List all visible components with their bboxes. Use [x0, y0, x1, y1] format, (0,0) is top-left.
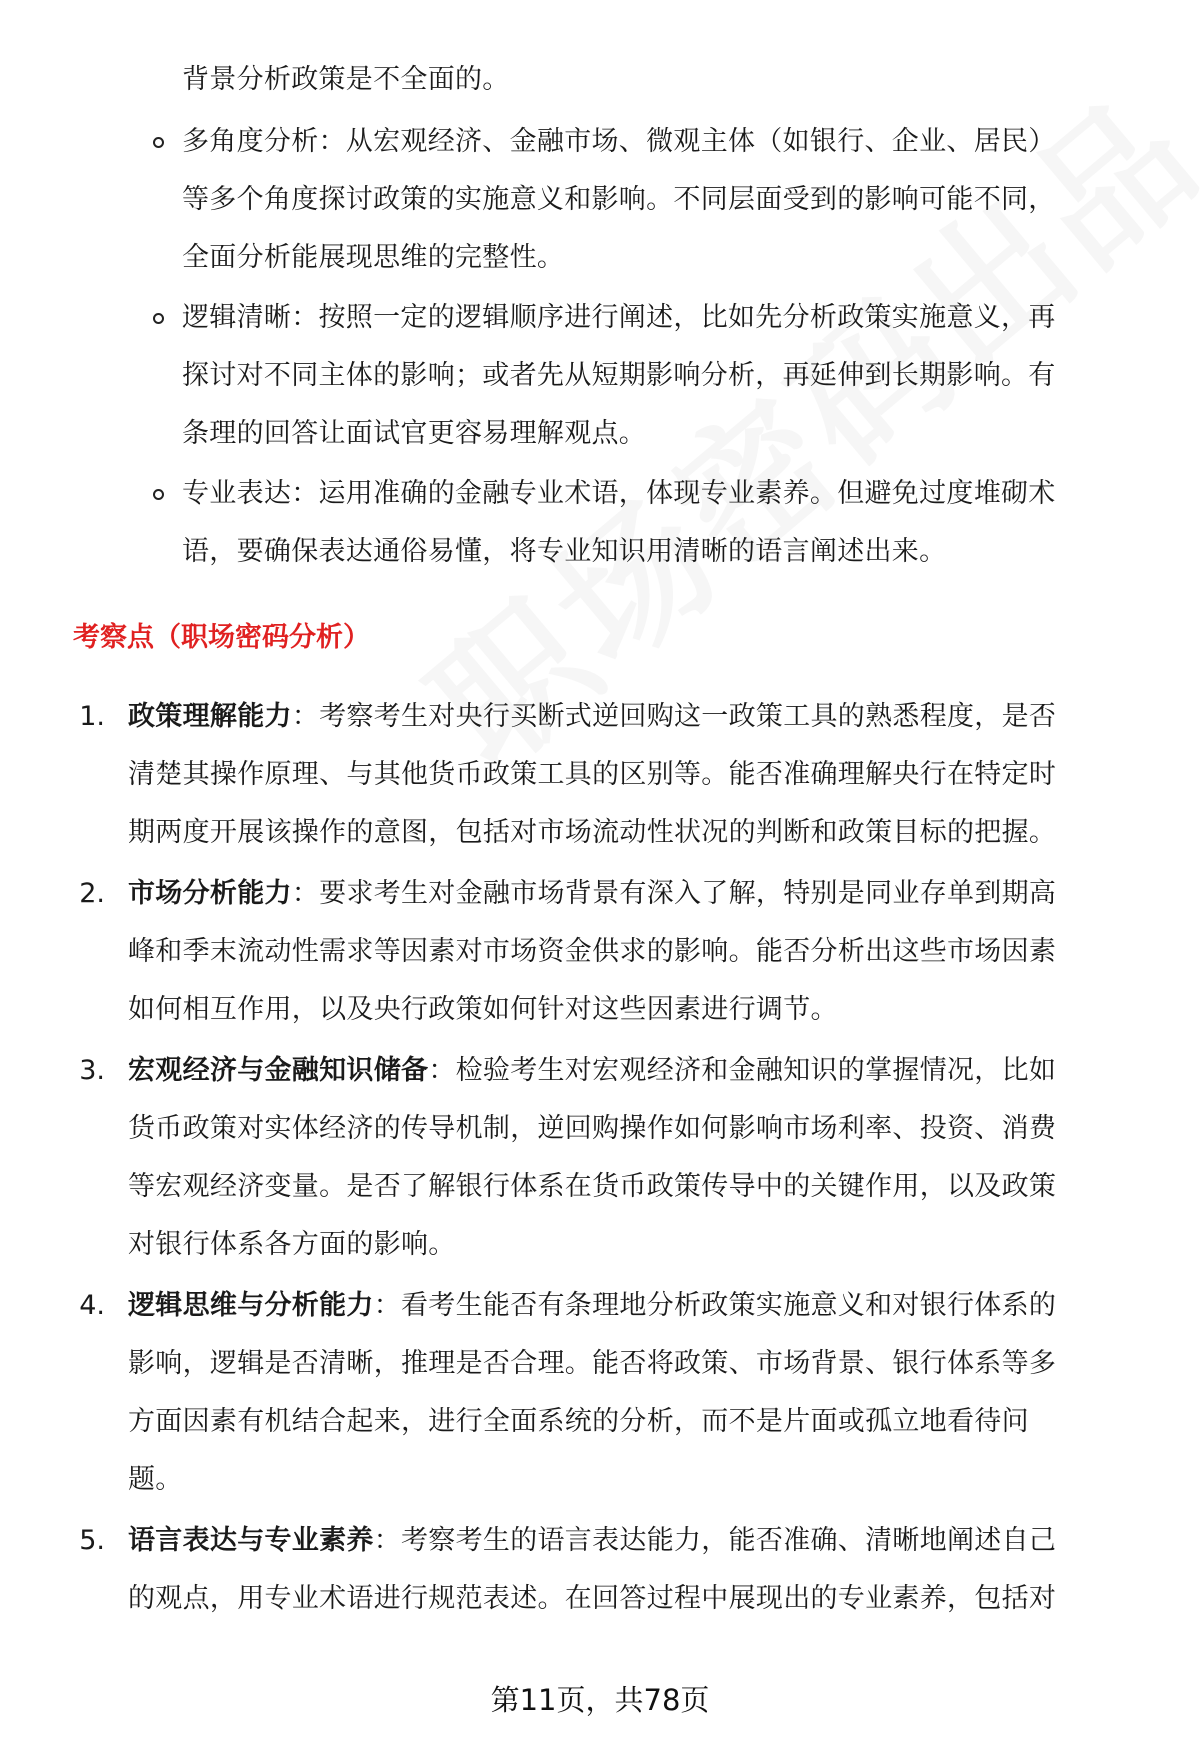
item-first-rest: ：检验考生对宏观经济和金融知识的掌握情况，比如 — [428, 1055, 1057, 1086]
bullet-line: 逻辑清晰：按照一定的逻辑顺序进行阐述，比如先分析政策实施意义，再 — [182, 302, 1056, 333]
bullet-circle-icon — [153, 489, 164, 500]
item-number: 2. — [79, 878, 105, 909]
bullet-line: 专业表达：运用准确的金融专业术语，体现专业素养。但避免过度堆砌术 — [182, 478, 1056, 509]
bullet-circle-icon — [153, 313, 164, 324]
item-number: 1. — [79, 701, 105, 732]
item-term: 市场分析能力 — [128, 878, 292, 909]
item-number: 5. — [79, 1525, 105, 1556]
bullet-line: 全面分析能展现思维的完整性。 — [182, 242, 565, 273]
bullet-line: 探讨对不同主体的影响；或者先从短期影响分析，再延伸到长期影响。有 — [182, 360, 1056, 391]
bullet-line: 语，要确保表达通俗易懂，将专业知识用清晰的语言阐述出来。 — [182, 536, 947, 567]
continuation-text: 背景分析政策是不全面的。 — [182, 64, 510, 95]
item-line: 清楚其操作原理、与其他货币政策工具的区别等。能否准确理解央行在特定时 — [128, 759, 1057, 790]
item-first-line — [128, 1051, 1056, 1091]
item-line: 对银行体系各方面的影响。 — [128, 1229, 456, 1260]
item-line: 期两度开展该操作的意图，包括对市场流动性状况的判断和政策目标的把握。 — [128, 817, 1057, 848]
item-number: 4. — [79, 1290, 105, 1321]
page-number-footer: 第11页，共78页 — [490, 1683, 710, 1717]
item-term: 逻辑思维与分析能力 — [128, 1290, 374, 1321]
item-first-line — [128, 1286, 1056, 1326]
item-term: 宏观经济与金融知识储备 — [128, 1055, 429, 1086]
bullet-line: 等多个角度探讨政策的实施意义和影响。不同层面受到的影响可能不同， — [182, 184, 1056, 215]
item-number: 3. — [79, 1055, 105, 1086]
section-heading: 考察点（职场密码分析） — [73, 622, 370, 653]
item-first-line — [128, 1521, 1056, 1561]
item-first-line — [128, 874, 1056, 914]
bullet-line: 条理的回答让面试官更容易理解观点。 — [182, 418, 647, 449]
item-line: 货币政策对实体经济的传导机制，逆回购操作如何影响市场利率、投资、消费 — [128, 1113, 1057, 1144]
item-first-rest: ：要求考生对金融市场背景有深入了解，特别是同业存单到期高 — [291, 878, 1057, 909]
item-first-rest: ：考察考生的语言表达能力，能否准确、清晰地阐述自己 — [373, 1525, 1057, 1556]
item-term: 语言表达与专业素养 — [128, 1525, 374, 1556]
item-line: 的观点，用专业术语进行规范表述。在回答过程中展现出的专业素养，包括对 — [128, 1583, 1057, 1614]
item-line: 题。 — [128, 1464, 183, 1495]
bullet-line: 多角度分析：从宏观经济、金融市场、微观主体（如银行、企业、居民） — [182, 126, 1056, 157]
bullet-circle-icon — [153, 137, 164, 148]
item-line: 方面因素有机结合起来，进行全面系统的分析，而不是片面或孤立地看待问 — [128, 1406, 1029, 1437]
item-line: 等宏观经济变量。是否了解银行体系在货币政策传导中的关键作用，以及政策 — [128, 1171, 1057, 1202]
item-line: 峰和季末流动性需求等因素对市场资金供求的影响。能否分析出这些市场因素 — [128, 936, 1057, 967]
item-first-rest: ：考察考生对央行买断式逆回购这一政策工具的熟悉程度，是否 — [291, 701, 1057, 732]
item-term: 政策理解能力 — [128, 701, 292, 732]
item-first-rest: ：看考生能否有条理地分析政策实施意义和对银行体系的 — [373, 1290, 1057, 1321]
item-line: 如何相互作用，以及央行政策如何针对这些因素进行调节。 — [128, 994, 838, 1025]
item-first-line — [128, 697, 1056, 737]
item-line: 影响，逻辑是否清晰，推理是否合理。能否将政策、市场背景、银行体系等多 — [128, 1348, 1057, 1379]
